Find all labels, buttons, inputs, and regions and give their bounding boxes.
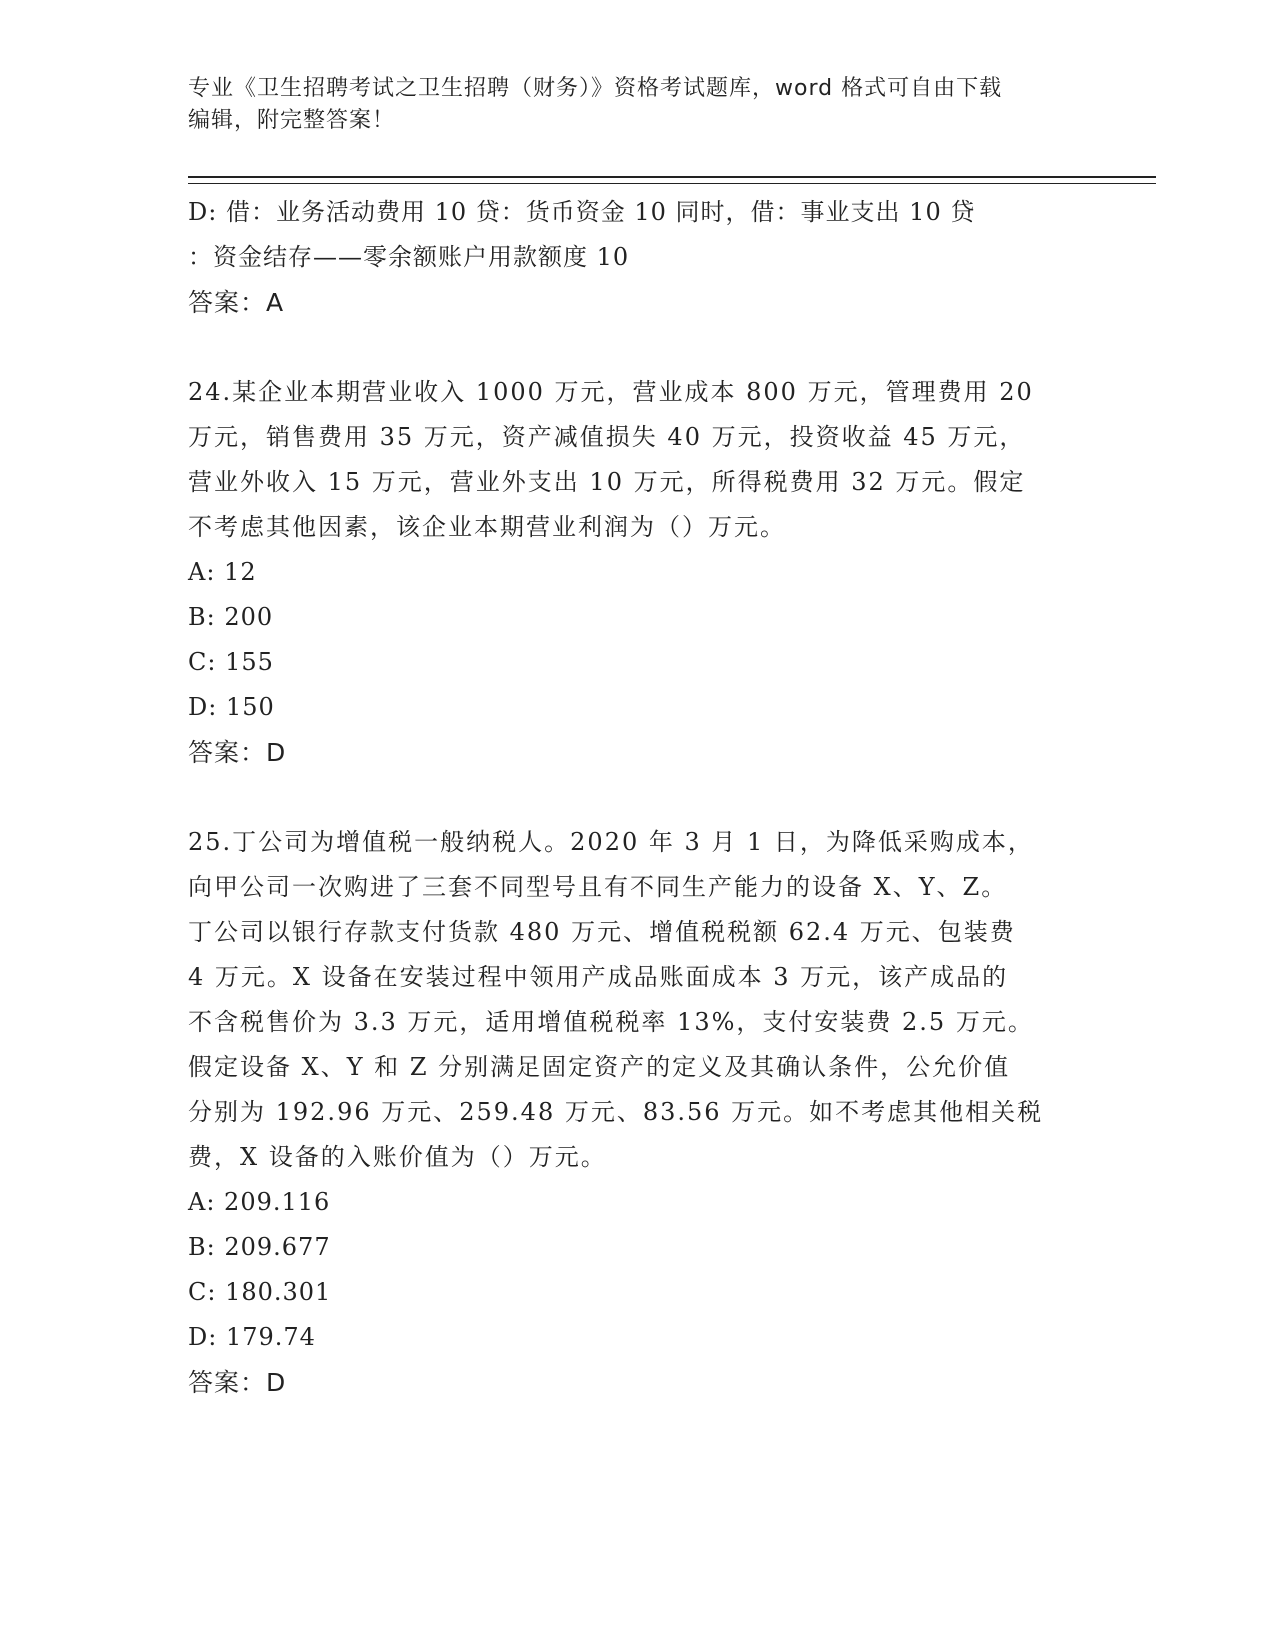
question-24 xyxy=(188,370,1068,775)
option-b: B: 209.677 xyxy=(188,1233,331,1261)
spacer xyxy=(188,775,1068,820)
question-text-line: 不考虑其他因素，该企业本期营业利润为（）万元。 xyxy=(188,513,786,541)
question-text-line: 24.某企业本期营业收入 1000 万元，营业成本 800 万元，管理费用 20 xyxy=(188,378,1034,406)
question-text-line: 向甲公司一次购进了三套不同型号且有不同生产能力的设备 X、Y、Z。 xyxy=(188,873,1008,901)
answer-line: 答案：D xyxy=(188,738,287,767)
header-line-2: 编辑，附完整答案！ xyxy=(188,108,396,133)
option-d-line-2: ：资金结存——零余额账户用款额度 10 xyxy=(188,243,630,271)
question-text-line: 25.丁公司为增值税一般纳税人。2020 年 3 月 1 日，为降低采购成本， xyxy=(188,828,1034,856)
question-text-line: 万元，销售费用 35 万元，资产减值损失 40 万元，投资收益 45 万元， xyxy=(188,423,1026,451)
question-text-line: 分别为 192.96 万元、259.48 万元、83.56 万元。如不考虑其他相关税 xyxy=(188,1098,1044,1126)
answer-line: 答案：A xyxy=(188,288,285,317)
spacer xyxy=(188,325,1068,370)
header-rule-thick xyxy=(188,176,1156,178)
option-d: D: 150 xyxy=(188,693,275,721)
answer-line: 答案：D xyxy=(188,1368,287,1397)
question-text-line: 营业外收入 15 万元，营业外支出 10 万元，所得税费用 32 万元。假定 xyxy=(188,468,1026,496)
previous-question-tail xyxy=(188,190,1068,325)
page-header xyxy=(188,73,1068,137)
option-b: B: 200 xyxy=(188,603,274,631)
document-body xyxy=(188,190,1068,1405)
option-d: D: 179.74 xyxy=(188,1323,316,1351)
header-line-1: 专业《卫生招聘考试之卫生招聘（财务）》资格考试题库，word 格式可自由下载 xyxy=(188,76,1003,101)
question-text-line: 费，X 设备的入账价值为（）万元。 xyxy=(188,1143,607,1171)
question-text-line: 不含税售价为 3.3 万元，适用增值税税率 13%，支付安装费 2.5 万元。 xyxy=(188,1008,1034,1036)
option-d-line-1: D: 借：业务活动费用 10 贷：货币资金 10 同时，借：事业支出 10 贷 xyxy=(188,198,976,226)
option-a: A: 209.116 xyxy=(188,1188,331,1216)
question-text-line: 丁公司以银行存款支付货款 480 万元、增值税税额 62.4 万元、包装费 xyxy=(188,918,1016,946)
question-text-line: 4 万元。X 设备在安装过程中领用产成品账面成本 3 万元，该产成品的 xyxy=(188,963,1009,991)
option-c: C: 155 xyxy=(188,648,274,676)
question-25 xyxy=(188,820,1068,1405)
option-a: A: 12 xyxy=(188,558,257,586)
question-text-line: 假定设备 X、Y 和 Z 分别满足固定资产的定义及其确认条件，公允价值 xyxy=(188,1053,1011,1081)
header-rule-thin xyxy=(188,183,1156,184)
option-c: C: 180.301 xyxy=(188,1278,332,1306)
